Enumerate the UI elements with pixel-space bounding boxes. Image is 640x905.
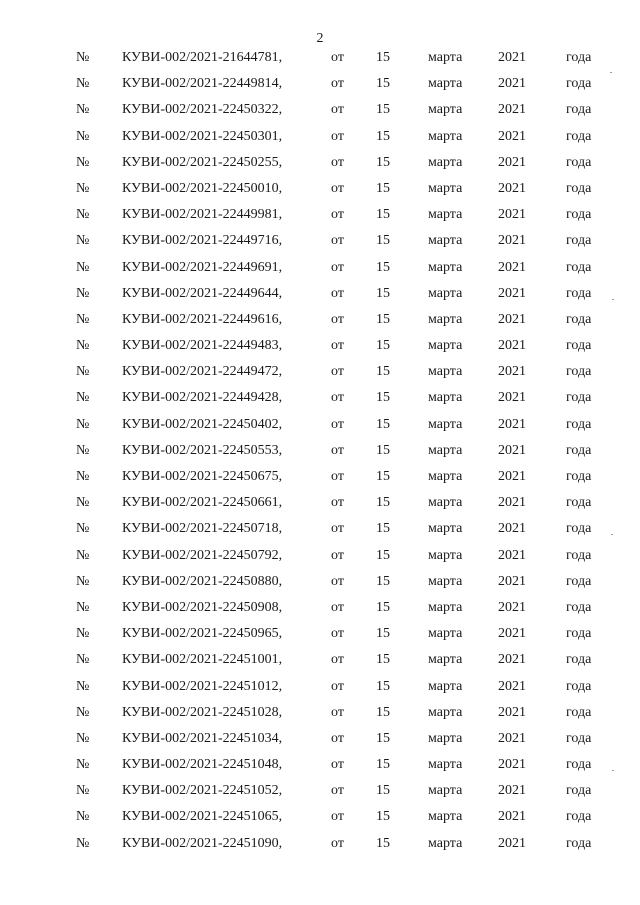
number-sign: № xyxy=(76,128,90,144)
list-item xyxy=(0,622,640,648)
date-month: марта xyxy=(428,626,463,642)
date-year: 2021 xyxy=(498,757,526,773)
list-item xyxy=(0,386,640,412)
word-goda: года xyxy=(566,102,592,118)
list-item xyxy=(0,805,640,831)
date-month: марта xyxy=(428,573,463,589)
word-ot: от xyxy=(331,469,344,484)
date-month: марта xyxy=(428,128,463,144)
word-goda: года xyxy=(566,364,592,380)
word-ot: от xyxy=(331,416,344,432)
word-goda: года xyxy=(566,469,592,484)
word-ot: от xyxy=(331,783,344,799)
word-ot: от xyxy=(331,338,344,354)
list-item xyxy=(0,439,640,465)
date-month: марта xyxy=(428,311,463,327)
scan-speck xyxy=(612,299,614,300)
date-day: 15 xyxy=(376,311,390,327)
word-goda: года xyxy=(566,599,592,615)
date-month: марта xyxy=(428,442,463,458)
word-goda: года xyxy=(566,495,592,511)
number-sign: № xyxy=(76,757,90,773)
word-ot: от xyxy=(331,730,344,746)
list-item xyxy=(0,98,640,124)
date-day: 15 xyxy=(376,704,390,720)
date-year: 2021 xyxy=(498,128,526,144)
word-ot: от xyxy=(331,573,344,589)
date-year: 2021 xyxy=(498,364,526,380)
list-item xyxy=(0,334,640,360)
word-goda: года xyxy=(566,76,592,92)
date-month: марта xyxy=(428,652,463,668)
date-year: 2021 xyxy=(498,730,526,746)
list-item xyxy=(0,282,640,308)
request-number: КУВИ-002/2021-22451052, xyxy=(122,783,283,799)
date-month: марта xyxy=(428,390,463,406)
request-number: КУВИ-002/2021-22450553, xyxy=(122,442,283,458)
request-number: КУВИ-002/2021-22450661, xyxy=(122,495,283,511)
date-year: 2021 xyxy=(498,76,526,92)
date-day: 15 xyxy=(376,730,390,746)
number-sign: № xyxy=(76,416,90,432)
request-list xyxy=(0,46,640,858)
word-goda: года xyxy=(566,338,592,354)
date-month: марта xyxy=(428,102,463,118)
date-year: 2021 xyxy=(498,285,526,301)
date-day: 15 xyxy=(376,50,390,65)
date-month: марта xyxy=(428,50,463,65)
request-number: КУВИ-002/2021-22451012, xyxy=(122,678,283,694)
date-day: 15 xyxy=(376,626,390,642)
date-month: марта xyxy=(428,416,463,432)
list-item xyxy=(0,203,640,229)
word-goda: года xyxy=(566,390,592,406)
list-item xyxy=(0,832,640,858)
number-sign: № xyxy=(76,50,90,65)
word-ot: от xyxy=(331,757,344,773)
date-day: 15 xyxy=(376,652,390,668)
date-month: марта xyxy=(428,469,463,484)
list-item xyxy=(0,491,640,517)
word-ot: от xyxy=(331,704,344,720)
list-item xyxy=(0,413,640,439)
word-goda: года xyxy=(566,416,592,432)
date-month: марта xyxy=(428,835,463,851)
date-day: 15 xyxy=(376,809,390,825)
list-item xyxy=(0,72,640,98)
date-month: марта xyxy=(428,547,463,563)
date-day: 15 xyxy=(376,285,390,301)
request-number: КУВИ-002/2021-22450402, xyxy=(122,416,283,432)
word-ot: от xyxy=(331,207,344,223)
list-item xyxy=(0,360,640,386)
date-day: 15 xyxy=(376,495,390,511)
scan-speck xyxy=(612,770,614,771)
request-number: КУВИ-002/2021-22451090, xyxy=(122,835,283,851)
date-day: 15 xyxy=(376,364,390,380)
word-goda: года xyxy=(566,835,592,851)
word-ot: от xyxy=(331,128,344,144)
number-sign: № xyxy=(76,338,90,354)
number-sign: № xyxy=(76,835,90,851)
request-number: КУВИ-002/2021-22450675, xyxy=(122,469,283,484)
number-sign: № xyxy=(76,626,90,642)
number-sign: № xyxy=(76,259,90,275)
date-day: 15 xyxy=(376,154,390,170)
date-year: 2021 xyxy=(498,442,526,458)
date-day: 15 xyxy=(376,390,390,406)
word-goda: года xyxy=(566,521,592,537)
number-sign: № xyxy=(76,154,90,170)
number-sign: № xyxy=(76,495,90,511)
number-sign: № xyxy=(76,364,90,380)
word-ot: от xyxy=(331,311,344,327)
date-year: 2021 xyxy=(498,416,526,432)
request-number: КУВИ-002/2021-22451065, xyxy=(122,809,283,825)
date-month: марта xyxy=(428,180,463,196)
date-month: марта xyxy=(428,809,463,825)
number-sign: № xyxy=(76,390,90,406)
request-number: КУВИ-002/2021-21644781, xyxy=(122,50,283,65)
list-item xyxy=(0,465,640,491)
list-item xyxy=(0,308,640,334)
date-month: марта xyxy=(428,233,463,249)
date-day: 15 xyxy=(376,416,390,432)
request-number: КУВИ-002/2021-22449814, xyxy=(122,76,283,92)
request-number: КУВИ-002/2021-22449428, xyxy=(122,390,283,406)
date-year: 2021 xyxy=(498,652,526,668)
date-month: марта xyxy=(428,599,463,615)
date-year: 2021 xyxy=(498,180,526,196)
word-goda: года xyxy=(566,285,592,301)
request-number: КУВИ-002/2021-22449981, xyxy=(122,207,283,223)
word-goda: года xyxy=(566,259,592,275)
list-item xyxy=(0,727,640,753)
date-year: 2021 xyxy=(498,495,526,511)
date-month: марта xyxy=(428,154,463,170)
number-sign: № xyxy=(76,521,90,537)
list-item xyxy=(0,151,640,177)
request-number: КУВИ-002/2021-22451048, xyxy=(122,757,283,773)
word-goda: года xyxy=(566,757,592,773)
date-year: 2021 xyxy=(498,547,526,563)
request-number: КУВИ-002/2021-22449472, xyxy=(122,364,283,380)
request-number: КУВИ-002/2021-22449691, xyxy=(122,259,283,275)
date-month: марта xyxy=(428,259,463,275)
word-ot: от xyxy=(331,76,344,92)
request-number: КУВИ-002/2021-22450010, xyxy=(122,180,283,196)
word-ot: от xyxy=(331,285,344,301)
request-number: КУВИ-002/2021-22449483, xyxy=(122,338,283,354)
word-goda: года xyxy=(566,180,592,196)
word-goda: года xyxy=(566,626,592,642)
date-year: 2021 xyxy=(498,233,526,249)
date-month: марта xyxy=(428,783,463,799)
number-sign: № xyxy=(76,652,90,668)
date-day: 15 xyxy=(376,757,390,773)
date-month: марта xyxy=(428,495,463,511)
request-number: КУВИ-002/2021-22449616, xyxy=(122,311,283,327)
request-number: КУВИ-002/2021-22449644, xyxy=(122,285,283,301)
list-item xyxy=(0,229,640,255)
word-ot: от xyxy=(331,835,344,851)
request-number: КУВИ-002/2021-22450718, xyxy=(122,521,283,537)
word-goda: года xyxy=(566,233,592,249)
word-goda: года xyxy=(566,311,592,327)
date-month: марта xyxy=(428,364,463,380)
number-sign: № xyxy=(76,233,90,249)
word-goda: года xyxy=(566,783,592,799)
number-sign: № xyxy=(76,469,90,484)
word-ot: от xyxy=(331,233,344,249)
date-month: марта xyxy=(428,678,463,694)
date-month: марта xyxy=(428,76,463,92)
word-ot: от xyxy=(331,180,344,196)
word-ot: от xyxy=(331,364,344,380)
date-day: 15 xyxy=(376,259,390,275)
request-number: КУВИ-002/2021-22450908, xyxy=(122,599,283,615)
date-year: 2021 xyxy=(498,835,526,851)
number-sign: № xyxy=(76,599,90,615)
word-goda: года xyxy=(566,678,592,694)
list-item xyxy=(0,675,640,701)
word-goda: года xyxy=(566,154,592,170)
word-ot: от xyxy=(331,547,344,563)
word-ot: от xyxy=(331,652,344,668)
request-number: КУВИ-002/2021-22450255, xyxy=(122,154,283,170)
word-ot: от xyxy=(331,495,344,511)
date-month: марта xyxy=(428,207,463,223)
word-ot: от xyxy=(331,599,344,615)
list-item xyxy=(0,753,640,779)
number-sign: № xyxy=(76,311,90,327)
date-day: 15 xyxy=(376,469,390,484)
word-ot: от xyxy=(331,259,344,275)
date-year: 2021 xyxy=(498,678,526,694)
number-sign: № xyxy=(76,285,90,301)
date-day: 15 xyxy=(376,678,390,694)
word-ot: от xyxy=(331,442,344,458)
word-goda: года xyxy=(566,730,592,746)
date-day: 15 xyxy=(376,233,390,249)
number-sign: № xyxy=(76,442,90,458)
number-sign: № xyxy=(76,207,90,223)
request-number: КУВИ-002/2021-22450880, xyxy=(122,573,283,589)
date-day: 15 xyxy=(376,102,390,118)
date-day: 15 xyxy=(376,180,390,196)
date-month: марта xyxy=(428,338,463,354)
word-ot: от xyxy=(331,809,344,825)
request-number: КУВИ-002/2021-22449716, xyxy=(122,233,283,249)
date-day: 15 xyxy=(376,783,390,799)
word-goda: года xyxy=(566,207,592,223)
date-month: марта xyxy=(428,285,463,301)
date-day: 15 xyxy=(376,442,390,458)
date-day: 15 xyxy=(376,573,390,589)
word-goda: года xyxy=(566,50,592,65)
scan-speck xyxy=(611,534,613,535)
date-year: 2021 xyxy=(498,207,526,223)
list-item xyxy=(0,46,640,72)
word-ot: от xyxy=(331,521,344,537)
request-number: КУВИ-002/2021-22451001, xyxy=(122,652,283,668)
word-ot: от xyxy=(331,390,344,406)
date-year: 2021 xyxy=(498,626,526,642)
list-item xyxy=(0,596,640,622)
date-year: 2021 xyxy=(498,704,526,720)
list-item xyxy=(0,256,640,282)
number-sign: № xyxy=(76,809,90,825)
word-goda: года xyxy=(566,704,592,720)
date-day: 15 xyxy=(376,207,390,223)
word-ot: от xyxy=(331,102,344,118)
date-year: 2021 xyxy=(498,573,526,589)
word-ot: от xyxy=(331,50,344,65)
scan-speck xyxy=(610,72,612,73)
word-goda: года xyxy=(566,573,592,589)
date-month: марта xyxy=(428,757,463,773)
number-sign: № xyxy=(76,730,90,746)
date-day: 15 xyxy=(376,128,390,144)
request-number: КУВИ-002/2021-22450322, xyxy=(122,102,283,118)
request-number: КУВИ-002/2021-22450792, xyxy=(122,547,283,563)
date-day: 15 xyxy=(376,76,390,92)
word-goda: года xyxy=(566,128,592,144)
word-ot: от xyxy=(331,678,344,694)
number-sign: № xyxy=(76,102,90,118)
number-sign: № xyxy=(76,547,90,563)
number-sign: № xyxy=(76,180,90,196)
date-year: 2021 xyxy=(498,311,526,327)
date-year: 2021 xyxy=(498,783,526,799)
number-sign: № xyxy=(76,76,90,92)
date-year: 2021 xyxy=(498,338,526,354)
list-item xyxy=(0,779,640,805)
number-sign: № xyxy=(76,783,90,799)
request-number: КУВИ-002/2021-22451034, xyxy=(122,730,283,746)
request-number: КУВИ-002/2021-22450301, xyxy=(122,128,283,144)
date-year: 2021 xyxy=(498,259,526,275)
date-month: марта xyxy=(428,521,463,537)
date-day: 15 xyxy=(376,599,390,615)
list-item xyxy=(0,177,640,203)
request-number: КУВИ-002/2021-22451028, xyxy=(122,704,283,720)
date-year: 2021 xyxy=(498,469,526,484)
word-ot: от xyxy=(331,154,344,170)
number-sign: № xyxy=(76,678,90,694)
date-year: 2021 xyxy=(498,809,526,825)
date-month: марта xyxy=(428,730,463,746)
date-year: 2021 xyxy=(498,154,526,170)
request-number: КУВИ-002/2021-22450965, xyxy=(122,626,283,642)
word-goda: года xyxy=(566,442,592,458)
date-year: 2021 xyxy=(498,50,526,65)
date-day: 15 xyxy=(376,338,390,354)
list-item xyxy=(0,125,640,151)
word-goda: года xyxy=(566,809,592,825)
list-item xyxy=(0,544,640,570)
date-day: 15 xyxy=(376,547,390,563)
date-day: 15 xyxy=(376,521,390,537)
number-sign: № xyxy=(76,573,90,589)
page-number: 2 xyxy=(316,31,324,46)
list-item xyxy=(0,648,640,674)
list-item xyxy=(0,701,640,727)
list-item xyxy=(0,517,640,543)
word-goda: года xyxy=(566,652,592,668)
date-day: 15 xyxy=(376,835,390,851)
date-month: марта xyxy=(428,704,463,720)
date-year: 2021 xyxy=(498,521,526,537)
word-goda: года xyxy=(566,547,592,563)
date-year: 2021 xyxy=(498,102,526,118)
date-year: 2021 xyxy=(498,390,526,406)
list-item xyxy=(0,570,640,596)
number-sign: № xyxy=(76,704,90,720)
word-ot: от xyxy=(331,626,344,642)
date-year: 2021 xyxy=(498,599,526,615)
